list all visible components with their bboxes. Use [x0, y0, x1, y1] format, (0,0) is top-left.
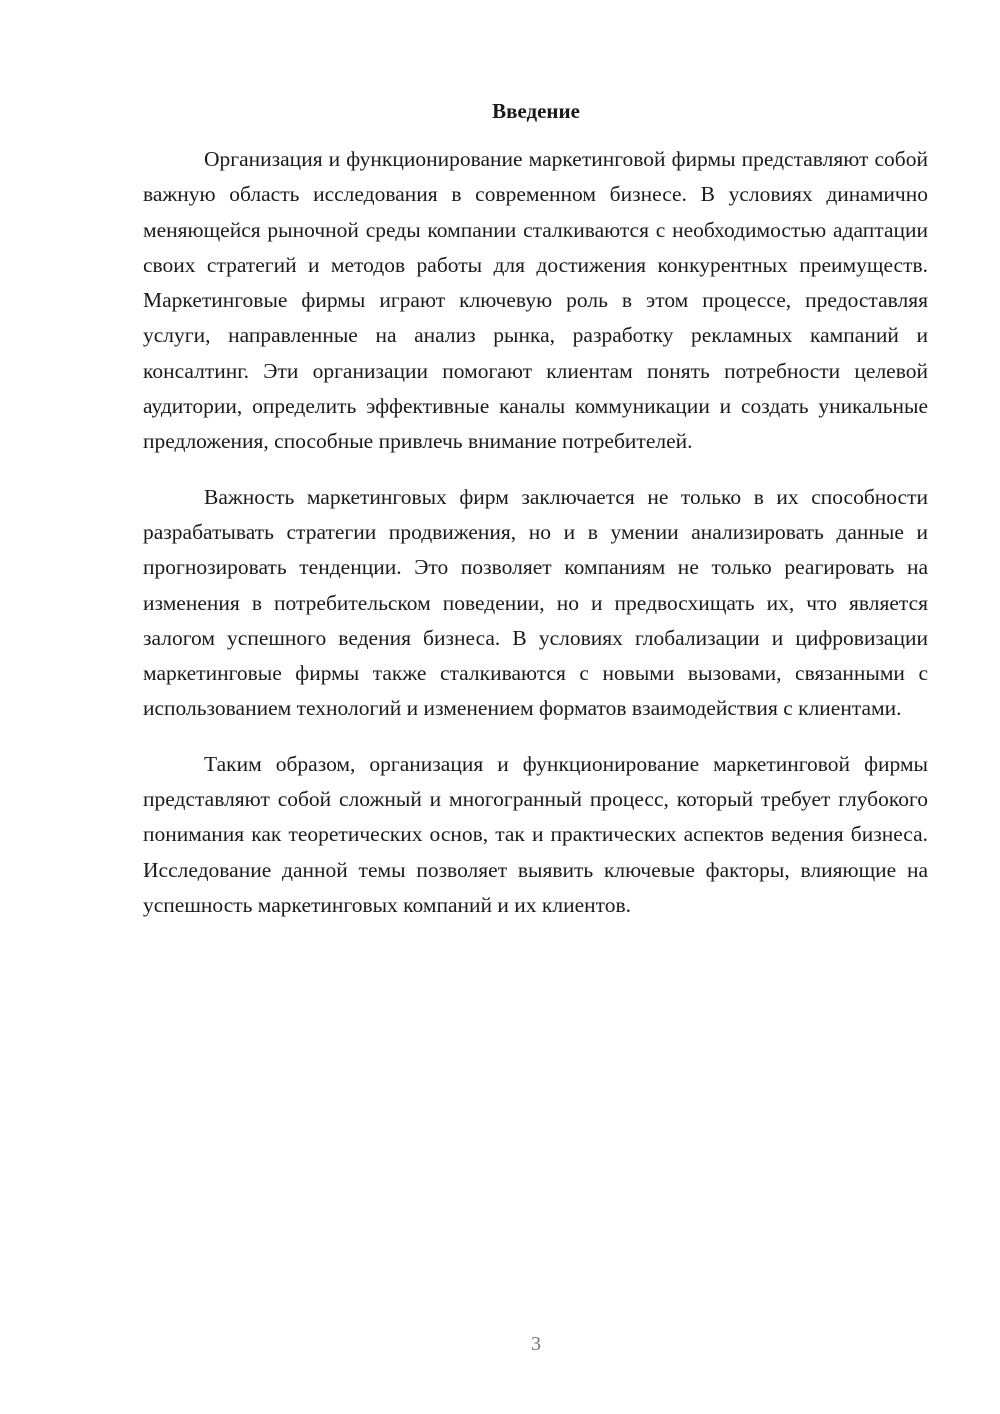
page-number: 3: [531, 1333, 541, 1355]
section-title: Введение: [492, 99, 580, 123]
body-text: [143, 142, 928, 943]
paragraph-3: Таким образом, организация и функционирование маркетинговой фирмы представляют собой сложный и многогранный процесс, который требует глубокого понимания как теоретических основ, так и практических аспектов ведения бизнеса. Исследование данной темы позволяет выявить ключевые факторы, влияющие на успешность маркетинговых компаний и их клиентов.: [143, 751, 928, 917]
paragraph-2: Важность маркетинговых фирм заключается не только в их способности разрабатывать стратегии продвижения, но и в умении анализировать данные и прогнозировать тенденции. Это позволяет компаниям не только реагировать на изменения в потребительском поведении, но и предвосхищать их, что является залогом успешного ведения бизнеса. В условиях глобализации и цифровизации маркетинговые фирмы также сталкиваются с новыми вызовами, связанными с использованием технологий и изменением форматов взаимодействия с клиентами.: [143, 484, 928, 721]
paragraph-1: Организация и функционирование маркетинговой фирмы представляют собой важную область исследования в современном бизнесе. В условиях динамично меняющейся рыночной среды компании сталкиваются с необходимостью адаптации своих стратегий и методов работы для достижения конкурентных преимуществ. Маркетинговые фирмы играют ключевую роль в этом процессе, предоставляя услуги, направленные на анализ рынка, разработку рекламных кампаний и консалтинг. Эти организации помогают клиентам понять потребности целевой аудитории, определить эффективные каналы коммуникации и создать уникальные предложения, способные привлечь внимание потребителей.: [143, 147, 928, 454]
